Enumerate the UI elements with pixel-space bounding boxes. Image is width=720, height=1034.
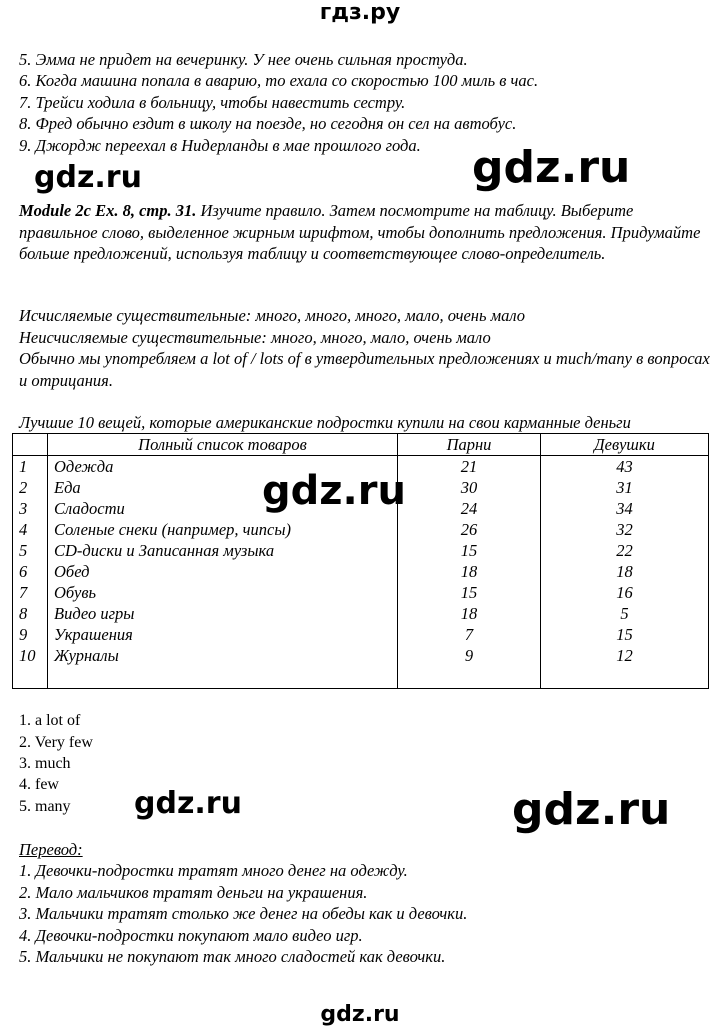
answer-5: 5. many (19, 798, 71, 815)
table-row (13, 540, 709, 561)
answer-3: 3. much (19, 755, 71, 772)
table-row (13, 561, 709, 582)
rule-usage: Обычно мы употребляем a lot of / lots of в утвердительных предложениях и much/many в вопросах и отрицания. (19, 349, 710, 390)
table-row (13, 519, 709, 540)
row-item: Видео игры (48, 603, 398, 624)
row-boys: 7 (398, 624, 541, 645)
translation-title: Перевод: (19, 840, 83, 859)
sentence-9: 9. Джордж переехал в Нидерланды в мае прошлого года. (19, 136, 421, 155)
task-label: Module 2c Ex. 8, стр. 31. (19, 201, 197, 220)
row-girls: 5 (541, 603, 709, 624)
row-number: 4 (13, 519, 48, 540)
row-girls: 34 (541, 498, 709, 519)
row-boys: 26 (398, 519, 541, 540)
rule-countable: Исчисляемые существительные: много, много, много, мало, очень мало (19, 306, 526, 325)
table-row (13, 603, 709, 624)
row-boys: 15 (398, 582, 541, 603)
row-item: Соленые снеки (например, чипсы) (48, 519, 398, 540)
task-text: Изучите правило. Затем посмотрите на таблицу. Выберите правильное слово, выделенное жирным шрифтом, чтобы дополнить предложения. Придумайте больше предложений, используя таблицу и соответствующее слово-определитель. (19, 201, 701, 263)
row-item: Еда (48, 477, 398, 498)
sentence-5: 5. Эмма не придет на вечеринку. У нее очень сильная простуда. (19, 50, 468, 69)
table-header-items: Полный список товаров (48, 434, 398, 456)
row-item: Одежда (48, 456, 398, 478)
filler-cell (541, 666, 709, 689)
row-boys: 30 (398, 477, 541, 498)
table-header-num (13, 434, 48, 456)
translation-3: 3. Мальчики тратят столько же денег на обеды как и девочки. (19, 904, 468, 923)
row-number: 3 (13, 498, 48, 519)
row-number: 9 (13, 624, 48, 645)
table-row (13, 582, 709, 603)
filler-cell (398, 666, 541, 689)
row-number: 8 (13, 603, 48, 624)
row-boys: 15 (398, 540, 541, 561)
table-header-girls: Девушки (541, 434, 709, 456)
answer-4: 4. few (19, 776, 59, 793)
translation-1: 1. Девочки-подростки тратят много денег на одежду. (19, 861, 408, 880)
rule-uncountable: Неисчисляемые существительные: много, много, мало, очень мало (19, 328, 491, 347)
table-row (13, 645, 709, 666)
sentence-8: 8. Фред обычно ездит в школу на поезде, но сегодня он сел на автобус. (19, 114, 517, 133)
row-girls: 15 (541, 624, 709, 645)
sentence-6: 6. Когда машина попала в аварию, то ехала со скоростью 100 миль в час. (19, 71, 539, 90)
watermark-table: gdz.ru (262, 468, 406, 514)
row-item: CD-диски и Записанная музыка (48, 540, 398, 561)
translation-4: 4. Девочки-подростки покупают мало видео игр. (19, 926, 363, 945)
row-boys: 21 (398, 456, 541, 478)
row-number: 5 (13, 540, 48, 561)
row-boys: 24 (398, 498, 541, 519)
row-number: 1 (13, 456, 48, 478)
sentence-7: 7. Трейси ходила в больницу, чтобы навестить сестру. (19, 93, 406, 112)
row-boys: 18 (398, 561, 541, 582)
row-girls: 31 (541, 477, 709, 498)
row-boys: 18 (398, 603, 541, 624)
answer-2: 2. Very few (19, 734, 93, 751)
row-item: Украшения (48, 624, 398, 645)
translation-2: 2. Мало мальчиков тратят деньги на украшения. (19, 883, 368, 902)
table-caption: Лучшие 10 вещей, которые американские подростки купили на свои карманные деньги (19, 413, 631, 432)
answer-1: 1. a lot of (19, 712, 81, 729)
translation-5: 5. Мальчики не покупают так много сладостей как девочки. (19, 947, 446, 966)
row-number: 7 (13, 582, 48, 603)
row-item: Сладости (48, 498, 398, 519)
watermark-small-2: gdz.ru (134, 786, 242, 821)
row-number: 2 (13, 477, 48, 498)
watermark-small-1: gdz.ru (34, 160, 142, 195)
table-filler-row (13, 666, 709, 689)
filler-cell (13, 666, 48, 689)
row-girls: 32 (541, 519, 709, 540)
row-girls: 18 (541, 561, 709, 582)
site-header: гдз.ру (319, 0, 401, 25)
table-header-boys: Парни (398, 434, 541, 456)
row-girls: 12 (541, 645, 709, 666)
filler-cell (48, 666, 398, 689)
row-girls: 43 (541, 456, 709, 478)
row-number: 6 (13, 561, 48, 582)
table-row (13, 624, 709, 645)
row-girls: 22 (541, 540, 709, 561)
watermark-large-1: gdz.ru (472, 142, 631, 193)
row-number: 10 (13, 645, 48, 666)
row-item: Обед (48, 561, 398, 582)
site-footer: gdz.ru (320, 1002, 400, 1027)
task-paragraph (19, 200, 714, 265)
row-item: Журналы (48, 645, 398, 666)
row-girls: 16 (541, 582, 709, 603)
row-item: Обувь (48, 582, 398, 603)
row-boys: 9 (398, 645, 541, 666)
watermark-large-2: gdz.ru (512, 784, 671, 835)
